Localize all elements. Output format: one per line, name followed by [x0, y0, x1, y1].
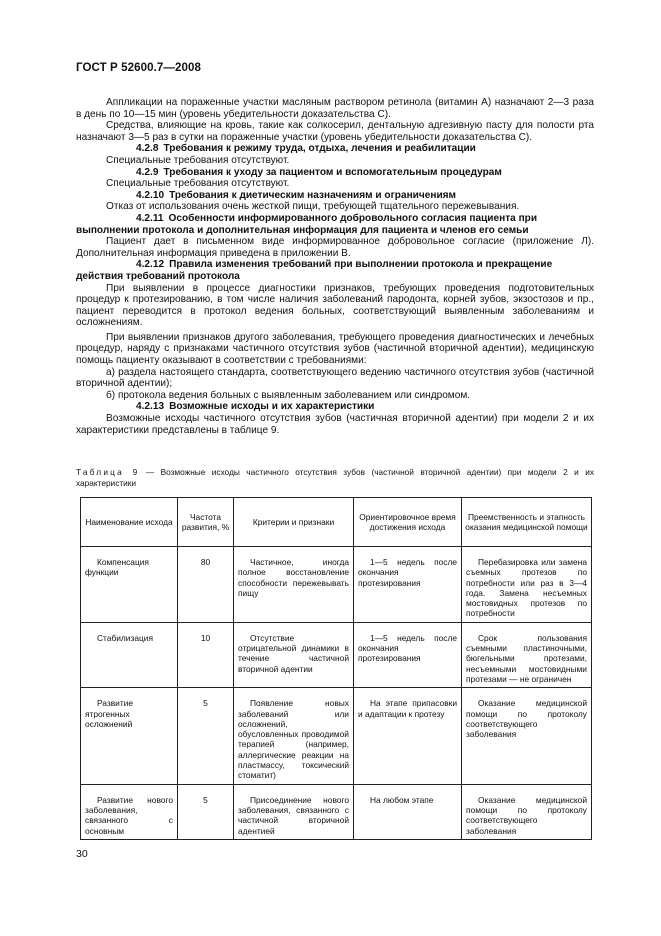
header-continuity: Преемственность и этапность оказания медицинской помощи: [462, 498, 592, 547]
cell-continuity: Оказание медицинской помощи по протоколу соответствующего заболевания: [462, 688, 592, 784]
paragraph: При выявлении признаков другого заболевания, требующего проведения диагностических и лечебных процедур, наряду с признаками частичного отсутствия зубов (частичной вторичной адентии), медицинскую помощь пациенту оказывают в соответствии с требованиями:: [76, 331, 594, 367]
cell-time: На этапе припасовки и адаптации к протезу: [354, 688, 462, 784]
table-row: [81, 784, 592, 839]
paragraph: Пациент дает в письменном виде информированное добровольное согласие (приложение Л). Дополнительная информация приведена в приложении В.: [76, 236, 594, 259]
section-heading: [76, 167, 594, 179]
section-number: 4.2.9: [136, 166, 159, 178]
section-number: 4.2.10: [136, 189, 165, 201]
section-number: 4.2.11: [136, 212, 164, 224]
section-heading: [76, 213, 594, 236]
paragraph: При выявлении в процессе диагностики признаков, требующих проведения подготовительных процедур к протезированию, в том числе наличия заболеваний пародонта, корней зубов, экзостозов и пр., пациент переводится в протокол ведения больных, соответствующий выявленным заболеваниям и осложнениям.: [76, 282, 594, 329]
section-title: Особенности информированного добровольного согласия пациента при выполнении протокола и дополнительная информация для пациента и членов его семьи: [76, 212, 538, 236]
table-caption-text: — Возможные исходы частичного отсутствия зубов (частичной вторичной адентии) при модели 2 и их характеристики: [76, 467, 594, 488]
cell-criteria: Присоединение нового заболевания, связанного с частичной вторичной адентией: [234, 784, 354, 839]
cell-time: 1—5 недель после окончания протезирования: [354, 547, 462, 623]
section-heading: [76, 190, 594, 202]
table-caption: [76, 467, 594, 489]
cell-time: На любом этапе: [354, 784, 462, 839]
section-title: Возможные исходы и их характеристики: [169, 401, 375, 413]
table-row: [81, 622, 592, 687]
cell-outcome: Компенсация функции: [81, 547, 178, 623]
cell-criteria: Появление новых заболеваний или осложнений, обусловленных проводимой терапией (например, аллергические реакции на пластмассу, токсический стоматит): [234, 688, 354, 784]
table-row: [81, 547, 592, 623]
header-criteria: Критерии и признаки: [234, 498, 354, 547]
cell-frequency: 10: [178, 622, 234, 687]
header-outcome-name: Наименование исхода: [81, 498, 178, 547]
paragraph: Аппликации на пораженные участки масляным раствором ретинола (витамин А) назначают 2—3 раза в день по 10—15 мин (уровень убедительности доказательства С).: [76, 97, 594, 120]
table-caption-label: Таблица 9: [76, 467, 140, 477]
cell-frequency: 5: [178, 784, 234, 839]
table-header-row: [81, 498, 592, 547]
page-number: 30: [76, 848, 88, 860]
paragraph: Средства, влияющие на кровь, такие как солкосерил, дентальную адгезивную пасту для полости рта назначают 3—5 раз в сутки на пораженные участки (уровень убедительности доказательства С).: [76, 120, 594, 143]
paragraph: Отказ от использования очень жесткой пищи, требующей тщательного пережевывания.: [106, 201, 520, 213]
cell-criteria: Отсутствие отрицательной динамики в течение частичной вторичной адентии: [234, 622, 354, 687]
cell-outcome: Стабилизация: [81, 622, 178, 687]
table-row: [81, 688, 592, 784]
paragraph: б) протокола ведения больных с выявленным заболеванием или синдромом.: [106, 389, 471, 401]
cell-outcome: Развитие ятрогенных осложнений: [81, 688, 178, 784]
header-frequency: Частота развития, %: [178, 498, 234, 547]
cell-frequency: 80: [178, 547, 234, 623]
section-heading: [76, 401, 594, 413]
cell-continuity: Срок пользования съемными пластиночными, бюгельными протезами, несъемными мостовидными протезами — не ограничен: [462, 622, 592, 687]
document-header: ГОСТ Р 52600.7—2008: [76, 62, 201, 74]
section-number: 4.2.13: [136, 401, 165, 413]
section-title: Правила изменения требований при выполнении протокола и прекращение действия требований протокола: [76, 259, 553, 282]
section-heading: [76, 143, 594, 155]
cell-frequency: 5: [178, 688, 234, 784]
outcomes-table: [80, 497, 592, 840]
body-text: [76, 97, 594, 436]
header-time: Ориентировочное время достижения исхода: [354, 498, 462, 547]
paragraph: Специальные требования отсутствуют.: [106, 154, 290, 166]
cell-continuity: Оказание медицинской помощи по протоколу соответствующего заболевания: [462, 784, 592, 839]
paragraph: Специальные требования отсутствуют.: [106, 178, 290, 190]
paragraph: а) раздела настоящего стандарта, соответствующего ведению частичного отсутствия зубов (частичной вторичной адентии);: [76, 366, 594, 390]
section-title: Требования к режиму труда, отдыха, лечения и реабилитации: [163, 143, 476, 155]
cell-criteria: Частичное, иногда полное восстановление способности пережевывать пищу: [234, 547, 354, 623]
cell-outcome: Развитие нового заболевания, связанного с основным: [81, 784, 178, 839]
cell-continuity: Перебазировка или замена съемных протезов по потребности или раз в 3—4 года. Замена несъемных мостовидных протезов по потребности: [462, 547, 592, 623]
section-heading: [76, 259, 594, 282]
cell-time: 1—5 недель после окончания протезирования: [354, 622, 462, 687]
section-number: 4.2.12: [136, 259, 165, 271]
section-number: 4.2.8: [136, 143, 159, 155]
paragraph: Возможные исходы частичного отсутствия зубов (частичная вторичной адентии) при модели 2 и их характеристики представлены в таблице 9.: [76, 413, 594, 436]
section-title: Требования к диетическим назначениям и ограничениям: [169, 189, 457, 201]
section-title: Требования к уходу за пациентом и вспомогательным процедурам: [163, 166, 502, 178]
